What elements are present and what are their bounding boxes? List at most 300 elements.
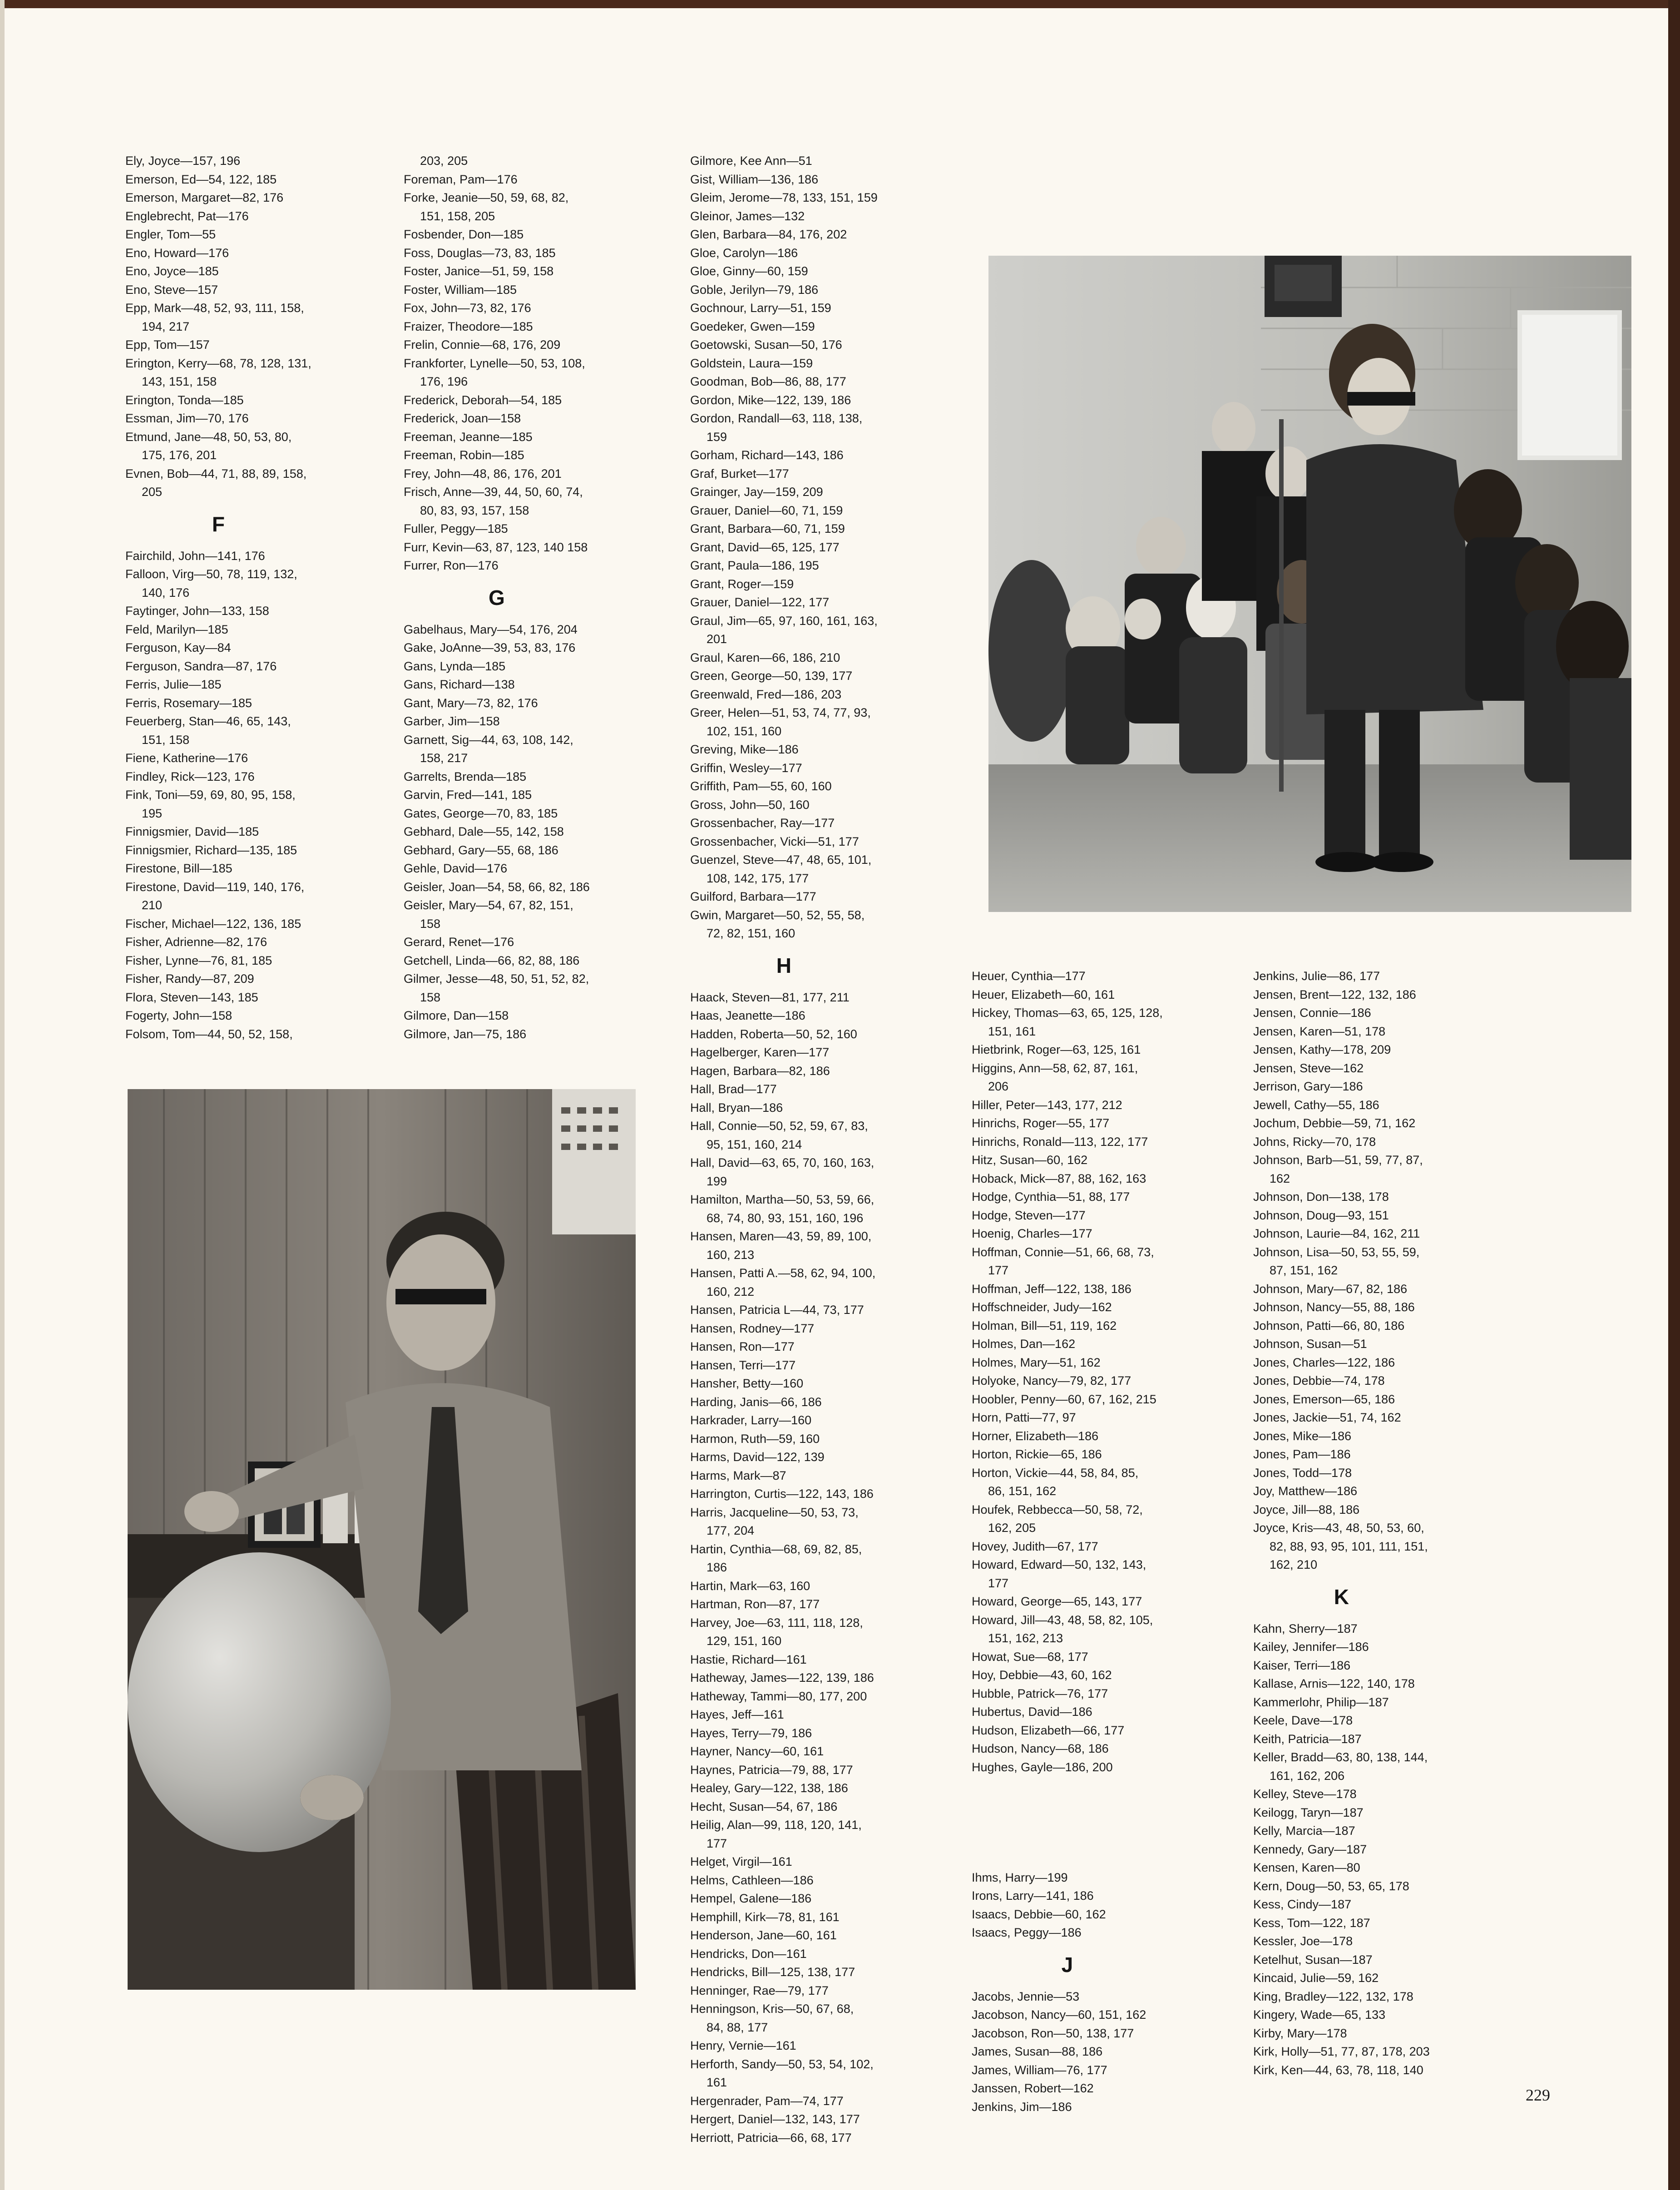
index-entry-continuation: 175, 176, 201 (142, 448, 217, 462)
index-entry: Gleim, Jerome—78, 133, 151, 159 (690, 191, 878, 204)
index-entry: King, Bradley—122, 132, 178 (1253, 1989, 1413, 2003)
index-entry-continuation: 201 (707, 632, 727, 646)
index-entry-continuation: 160, 212 (707, 1284, 755, 1298)
index-column-2 (404, 152, 590, 1043)
index-entry: Fox, John—73, 82, 176 (404, 301, 531, 315)
index-entry: Jones, Emerson—65, 186 (1253, 1392, 1395, 1406)
section-letter-heading: J (1061, 1952, 1073, 1977)
index-entry: Foss, Douglas—73, 83, 185 (404, 246, 556, 260)
index-entry: Ferris, Julie—185 (125, 678, 222, 691)
index-entry: Gross, John—50, 160 (690, 798, 810, 812)
index-entry: Foster, William—185 (404, 282, 517, 297)
index-entry-continuation: 177 (707, 1836, 727, 1850)
index-entry-continuation: 95, 151, 160, 214 (707, 1137, 802, 1151)
index-entry: Goble, Jerilyn—79, 186 (690, 282, 819, 297)
index-entry: Grant, Paula—186, 195 (690, 559, 819, 572)
section-letter-heading: F (212, 512, 225, 536)
index-spacer (972, 1795, 1163, 1813)
index-entry: Hendricks, Don—161 (690, 1947, 807, 1961)
index-entry: Houfek, Rebbecca—50, 58, 72, (972, 1502, 1143, 1516)
index-entry: Goodman, Bob—86, 88, 177 (690, 375, 846, 388)
index-entry: Eno, Howard—176 (125, 246, 229, 260)
index-entry: Fisher, Lynne—76, 81, 185 (125, 953, 272, 967)
index-entry: Kincaid, Julie—59, 162 (1253, 1971, 1379, 1985)
index-entry: Heuer, Elizabeth—60, 161 (972, 987, 1115, 1001)
index-entry: Gant, Mary—73, 82, 176 (404, 696, 538, 710)
index-entry: Firestone, David—119, 140, 176, (125, 880, 305, 894)
index-entry: Jones, Todd—178 (1253, 1466, 1352, 1480)
index-entry: Johnson, Patti—66, 80, 186 (1253, 1318, 1405, 1333)
index-entry: Finnigsmier, Richard—135, 185 (125, 843, 297, 857)
index-entry: Kirby, Mary—178 (1253, 2026, 1347, 2040)
index-entry-continuation: 86, 151, 162 (988, 1484, 1057, 1498)
index-entry: Fuller, Peggy—185 (404, 522, 508, 535)
index-entry: Hudson, Nancy—68, 186 (972, 1742, 1109, 1755)
index-entry-continuation: 72, 82, 151, 160 (707, 927, 796, 940)
index-entry: Isaacs, Peggy—186 (972, 1926, 1082, 1939)
index-entry: Horton, Rickie—65, 186 (972, 1447, 1102, 1461)
index-entry: Hansen, Ron—177 (690, 1340, 795, 1353)
index-entry: Jones, Debbie—74, 178 (1253, 1374, 1385, 1387)
index-entry-continuation: 82, 88, 93, 95, 101, 111, 151, (1270, 1539, 1428, 1553)
index-entry: Gake, JoAnne—39, 53, 83, 176 (404, 641, 576, 654)
index-entry-continuation: 151, 161 (988, 1024, 1036, 1038)
index-entry: Foreman, Pam—176 (404, 172, 518, 186)
index-entry: Jerrison, Gary—186 (1253, 1080, 1363, 1093)
index-entry: Johnson, Laurie—84, 162, 211 (1253, 1227, 1420, 1240)
index-spacer (972, 1813, 1163, 1832)
index-entry-continuation: 195 (142, 806, 163, 820)
index-entry: Frisch, Anne—39, 44, 50, 60, 74, (404, 485, 583, 499)
index-entry: Gleinor, James—132 (690, 209, 805, 223)
index-entry-continuation: 177 (988, 1263, 1009, 1277)
index-entry: Gerard, Renet—176 (404, 935, 514, 949)
index-entry: Freeman, Jeanne—185 (404, 430, 533, 444)
index-entry-continuation: 160, 213 (707, 1248, 755, 1262)
index-entry: Graul, Jim—65, 97, 160, 161, 163, (690, 614, 878, 628)
index-entry: Hatheway, James—122, 139, 186 (690, 1671, 874, 1685)
index-entry: Grainger, Jay—159, 209 (690, 485, 823, 499)
index-entry: Gans, Richard—138 (404, 678, 515, 691)
index-entry: Kirk, Ken—44, 63, 78, 118, 140 (1253, 2063, 1423, 2077)
index-entry: Keele, Dave—178 (1253, 1714, 1353, 1727)
index-entry: Hovey, Judith—67, 177 (972, 1539, 1098, 1553)
index-entry: Kelley, Steve—178 (1253, 1787, 1357, 1801)
index-entry: Feuerberg, Stan—46, 65, 143, (125, 714, 291, 728)
index-entry: Folsom, Tom—44, 50, 52, 158, (125, 1027, 293, 1041)
index-entry-continuation: 158 (420, 917, 441, 931)
index-entry: Hoenig, Charles—177 (972, 1227, 1092, 1240)
index-entry: Gabelhaus, Mary—54, 176, 204 (404, 622, 578, 636)
index-entry: Jones, Charles—122, 186 (1253, 1355, 1395, 1369)
index-entry: Gloe, Ginny—60, 159 (690, 264, 808, 278)
index-entry: Ferguson, Sandra—87, 176 (125, 659, 277, 673)
index-entry: Johns, Ricky—70, 178 (1253, 1135, 1376, 1149)
index-entry: Hastie, Richard—161 (690, 1652, 807, 1666)
index-entry: Graul, Karen—66, 186, 210 (690, 650, 840, 664)
index-entry: Haack, Steven—81, 177, 211 (690, 990, 850, 1004)
index-entry: Grauer, Daniel—122, 177 (690, 595, 830, 609)
index-entry: Holmes, Mary—51, 162 (972, 1355, 1101, 1369)
index-entry: Greer, Helen—51, 53, 74, 77, 93, (690, 706, 871, 719)
index-entry: Hall, David—63, 65, 70, 160, 163, (690, 1156, 875, 1169)
index-entry-continuation: 84, 88, 177 (707, 2020, 768, 2034)
index-entry: Grant, Roger—159 (690, 577, 794, 591)
index-entry: Hansen, Patricia L—44, 73, 177 (690, 1303, 864, 1317)
index-entry: Harrington, Curtis—122, 143, 186 (690, 1487, 874, 1501)
index-spacer (972, 1776, 1163, 1795)
index-entry: Faytinger, John—133, 158 (125, 604, 269, 618)
index-entry: Grossenbacher, Ray—177 (690, 816, 835, 830)
index-entry-continuation: 102, 151, 160 (707, 724, 782, 738)
index-entry: Jensen, Kathy—178, 209 (1253, 1043, 1391, 1056)
index-entry: Haas, Jeanette—186 (690, 1009, 805, 1022)
index-entry: Fisher, Adrienne—82, 176 (125, 935, 267, 949)
index-entry: Ihms, Harry—199 (972, 1870, 1068, 1884)
index-entry: Hecht, Susan—54, 67, 186 (690, 1799, 838, 1813)
index-entry: Gist, William—136, 186 (690, 172, 819, 186)
index-entry: Horn, Patti—77, 97 (972, 1411, 1076, 1424)
index-entry: Kess, Tom—122, 187 (1253, 1916, 1370, 1930)
index-entry-continuation: 177 (988, 1576, 1009, 1590)
index-entry: Herforth, Sandy—50, 53, 54, 102, (690, 2057, 874, 2071)
index-entry: Frankforter, Lynelle—50, 53, 108, (404, 356, 585, 370)
photo-meeting-speaker-image (988, 256, 1631, 912)
index-entry: Jensen, Karen—51, 178 (1253, 1024, 1386, 1038)
index-entry: Holman, Bill—51, 119, 162 (972, 1318, 1117, 1333)
index-entry: Fosbender, Don—185 (404, 228, 524, 241)
index-entry: Hansher, Betty—160 (690, 1377, 804, 1390)
index-entry-continuation: 194, 217 (142, 319, 190, 333)
index-spacer (972, 1850, 1163, 1868)
index-entry: Holmes, Dan—162 (972, 1337, 1076, 1351)
index-entry: Kess, Cindy—187 (1253, 1898, 1352, 1911)
index-entry: Hansen, Patti A.—58, 62, 94, 100, (690, 1266, 876, 1280)
index-entry: James, William—76, 177 (972, 2063, 1107, 2077)
index-entry: Gehle, David—176 (404, 862, 508, 875)
index-entry-continuation: 162 (1270, 1171, 1290, 1185)
index-entry: Findley, Rick—123, 176 (125, 769, 255, 783)
index-entry-continuation: 199 (707, 1174, 727, 1188)
index-entry: Holyoke, Nancy—79, 82, 177 (972, 1374, 1132, 1387)
index-entry: Keith, Patricia—187 (1253, 1732, 1362, 1746)
index-entry-continuation: 203, 205 (420, 154, 468, 168)
index-entry: Gebhard, Gary—55, 68, 186 (404, 843, 558, 857)
index-entry: Kailey, Jennifer—186 (1253, 1640, 1369, 1654)
index-entry: Hatheway, Tammi—80, 177, 200 (690, 1689, 867, 1703)
index-entry: Garvin, Fred—141, 185 (404, 788, 532, 802)
index-entry: Hall, Brad—177 (690, 1082, 777, 1096)
index-entry: Fisher, Randy—87, 209 (125, 972, 254, 986)
index-entry: Joyce, Jill—88, 186 (1253, 1502, 1360, 1516)
index-entry: Firestone, Bill—185 (125, 862, 232, 875)
index-entry-continuation: 68, 74, 80, 93, 151, 160, 196 (707, 1211, 864, 1225)
index-entry: Hagen, Barbara—82, 186 (690, 1064, 830, 1078)
index-entry: Getchell, Linda—66, 82, 88, 186 (404, 953, 580, 967)
index-entry: Jewell, Cathy—55, 186 (1253, 1098, 1379, 1112)
index-entry: Haynes, Patricia—79, 88, 177 (690, 1763, 853, 1777)
page-top-edge (0, 0, 1680, 8)
index-entry: Hayes, Terry—79, 186 (690, 1726, 812, 1740)
photo-teacher-with-balloon (128, 1089, 636, 1990)
index-entry: Greving, Mike—186 (690, 743, 799, 756)
index-entry: Fairchild, John—141, 176 (125, 549, 265, 563)
index-entry: Ferguson, Kay—84 (125, 641, 231, 654)
index-entry: Joy, Matthew—186 (1253, 1484, 1358, 1498)
index-entry: Kensen, Karen—80 (1253, 1861, 1360, 1874)
index-entry: Gilmer, Jesse—48, 50, 51, 52, 82, (404, 972, 589, 986)
index-entry-continuation: 108, 142, 175, 177 (707, 871, 809, 885)
index-entry: Gorham, Richard—143, 186 (690, 448, 844, 462)
page-left-edge (0, 0, 5, 2190)
index-entry: Englebrecht, Pat—176 (125, 209, 249, 223)
index-column-3 (690, 152, 878, 2147)
index-entry: Fink, Toni—59, 69, 80, 95, 158, (125, 788, 296, 802)
index-entry-continuation: 158 (420, 990, 441, 1004)
index-entry-continuation: 161 (707, 2076, 727, 2089)
index-entry: Ely, Joyce—157, 196 (125, 154, 241, 168)
index-entry: Green, George—50, 139, 177 (690, 669, 853, 683)
index-entry: Fogerty, John—158 (125, 1009, 232, 1022)
index-entry: Hartin, Mark—63, 160 (690, 1579, 810, 1593)
index-entry: Jones, Mike—186 (1253, 1429, 1352, 1443)
index-entry: Hadden, Roberta—50, 52, 160 (690, 1027, 857, 1041)
index-entry: Hickey, Thomas—63, 65, 125, 128, (972, 1006, 1163, 1020)
index-entry-continuation: 161, 162, 206 (1270, 1769, 1345, 1783)
index-entry: Epp, Tom—157 (125, 338, 210, 352)
index-column-4 (972, 967, 1163, 2116)
index-entry: Goetowski, Susan—50, 176 (690, 338, 842, 352)
index-entry: Ferris, Rosemary—185 (125, 696, 252, 710)
index-entry: Jensen, Brent—122, 132, 186 (1253, 987, 1416, 1001)
index-entry: Furrer, Ron—176 (404, 559, 499, 572)
photo-meeting-speaker (988, 256, 1631, 912)
index-entry: Garnett, Sig—44, 63, 108, 142, (404, 733, 573, 747)
index-entry: Fiene, Katherine—176 (125, 751, 248, 765)
index-entry: Irons, Larry—141, 186 (972, 1889, 1094, 1903)
index-entry: Ketelhut, Susan—187 (1253, 1952, 1373, 1967)
index-entry: Guenzel, Steve—47, 48, 65, 101, (690, 853, 872, 867)
index-entry: Grossenbacher, Vicki—51, 177 (690, 834, 859, 848)
index-entry: Erington, Kerry—68, 78, 128, 131, (125, 356, 311, 370)
index-entry: Gilmore, Kee Ann—51 (690, 154, 812, 168)
index-entry: Frederick, Deborah—54, 185 (404, 393, 562, 407)
index-entry-continuation: 151, 162, 213 (988, 1631, 1063, 1645)
index-entry: Hiller, Peter—143, 177, 212 (972, 1098, 1122, 1112)
index-entry: Harris, Jacqueline—50, 53, 73, (690, 1505, 859, 1519)
index-entry: Hoy, Debbie—43, 60, 162 (972, 1668, 1112, 1682)
index-entry-continuation: 140, 176 (142, 585, 190, 600)
section-letter-heading: H (776, 953, 791, 977)
index-entry: Garrelts, Brenda—185 (404, 769, 527, 783)
index-entry: Emerson, Margaret—82, 176 (125, 191, 284, 204)
index-entry: Hietbrink, Roger—63, 125, 161 (972, 1043, 1141, 1056)
index-entry-continuation: 186 (707, 1561, 727, 1574)
index-entry: Furr, Kevin—63, 87, 123, 140 158 (404, 540, 588, 554)
index-entry: Horton, Vickie—44, 58, 84, 85, (972, 1466, 1139, 1480)
index-entry: Finnigsmier, David—185 (125, 825, 259, 838)
index-entry: Essman, Jim—70, 176 (125, 411, 249, 425)
index-entry: Graf, Burket—177 (690, 466, 789, 481)
index-column-1 (125, 152, 311, 1043)
index-entry-continuation: 80, 83, 93, 157, 158 (420, 503, 529, 517)
index-entry: Grant, David—65, 125, 177 (690, 540, 840, 554)
index-entry: Henninger, Rae—79, 177 (690, 1983, 829, 1997)
index-entry: Hoffschneider, Judy—162 (972, 1300, 1112, 1314)
index-entry-continuation: 87, 151, 162 (1270, 1263, 1338, 1277)
index-entry-continuation: 129, 151, 160 (707, 1634, 782, 1648)
index-entry-continuation: 162, 205 (988, 1521, 1036, 1535)
index-entry: Johnson, Susan—51 (1253, 1337, 1367, 1351)
index-entry: Jenkins, Jim—186 (972, 2100, 1072, 2114)
index-entry: Hansen, Rodney—177 (690, 1321, 815, 1335)
index-entry: Keller, Bradd—63, 80, 138, 144, (1253, 1750, 1428, 1764)
index-entry: Frederick, Joan—158 (404, 411, 521, 425)
index-entry: Hinrichs, Roger—55, 177 (972, 1116, 1110, 1130)
index-entry: Keilogg, Taryn—187 (1253, 1805, 1364, 1819)
index-entry: Horner, Elizabeth—186 (972, 1429, 1099, 1443)
index-entry: Howard, Jill—43, 48, 58, 82, 105, (972, 1613, 1153, 1627)
index-entry: Goldstein, Laura—159 (690, 356, 813, 370)
index-entry-continuation: 210 (142, 898, 163, 912)
index-entry: Johnson, Mary—67, 82, 186 (1253, 1282, 1408, 1296)
index-entry: Hoffman, Jeff—122, 138, 186 (972, 1282, 1132, 1296)
index-entry: Griffith, Pam—55, 60, 160 (690, 779, 832, 793)
index-entry: Hansen, Maren—43, 59, 89, 100, (690, 1229, 872, 1243)
index-entry: Helget, Virgil—161 (690, 1855, 792, 1868)
index-entry: Kennedy, Gary—187 (1253, 1842, 1367, 1856)
index-entry: Jensen, Connie—186 (1253, 1006, 1371, 1020)
index-entry: Helms, Cathleen—186 (690, 1873, 814, 1887)
index-entry: Henderson, Jane—60, 161 (690, 1928, 837, 1942)
index-entry: Kirk, Holly—51, 77, 87, 178, 203 (1253, 2045, 1430, 2058)
index-entry-continuation: 151, 158 (142, 733, 190, 747)
section-letter-heading: K (1334, 1585, 1349, 1609)
index-entry: Engler, Tom—55 (125, 228, 216, 241)
index-entry: Higgins, Ann—58, 62, 87, 161, (972, 1061, 1138, 1075)
index-entry-continuation: 205 (142, 485, 163, 499)
index-entry: Jacobs, Jennie—53 (972, 1989, 1080, 2003)
index-entry: Jochum, Debbie—59, 71, 162 (1253, 1116, 1416, 1130)
index-entry: Gordon, Randall—63, 118, 138, (690, 411, 863, 425)
index-entry: Hendricks, Bill—125, 138, 177 (690, 1965, 855, 1979)
index-entry: Eno, Steve—157 (125, 282, 218, 297)
index-entry: Freeman, Robin—185 (404, 448, 524, 462)
index-entry: Harms, David—122, 139 (690, 1450, 825, 1464)
index-entry: Johnson, Don—138, 178 (1253, 1190, 1389, 1204)
index-entry: Erington, Tonda—185 (125, 393, 244, 407)
index-entry-continuation: 143, 151, 158 (142, 375, 217, 388)
index-entry: Kern, Doug—50, 53, 65, 178 (1253, 1879, 1409, 1893)
index-entry: Emerson, Ed—54, 122, 185 (125, 172, 277, 186)
index-entry: Janssen, Robert—162 (972, 2081, 1094, 2095)
index-entry: Griffin, Wesley—177 (690, 761, 802, 775)
index-entry: Hoffman, Connie—51, 66, 68, 73, (972, 1245, 1154, 1259)
index-entry: Jones, Pam—186 (1253, 1447, 1351, 1461)
index-entry: Isaacs, Debbie—60, 162 (972, 1907, 1106, 1921)
index-entry: Johnson, Lisa—50, 53, 55, 59, (1253, 1245, 1420, 1259)
index-column-5 (1253, 967, 1430, 2079)
index-entry: Hergert, Daniel—132, 143, 177 (690, 2112, 860, 2126)
index-entry: Jacobson, Nancy—60, 151, 162 (972, 2008, 1146, 2022)
index-entry: Kingery, Wade—65, 133 (1253, 2008, 1386, 2022)
index-entry-continuation: 206 (988, 1080, 1009, 1093)
section-letter-heading: G (489, 585, 505, 609)
index-entry: Goedeker, Gwen—159 (690, 319, 815, 333)
index-entry: Gochnour, Larry—51, 159 (690, 301, 831, 315)
index-entry: Harmon, Ruth—59, 160 (690, 1432, 820, 1446)
index-entry: Herriott, Patricia—66, 68, 177 (690, 2131, 852, 2145)
index-entry: Hergenrader, Pam—74, 177 (690, 2094, 844, 2108)
index-entry: Hall, Connie—50, 52, 59, 67, 83, (690, 1119, 868, 1133)
index-entry: Gebhard, Dale—55, 142, 158 (404, 825, 564, 838)
index-entry: Hayner, Nancy—60, 161 (690, 1744, 824, 1758)
index-entry: Gilmore, Jan—75, 186 (404, 1027, 527, 1041)
index-entry: Fischer, Michael—122, 136, 185 (125, 917, 301, 931)
index-entry: Joyce, Kris—43, 48, 50, 53, 60, (1253, 1521, 1424, 1535)
index-spacer (972, 1832, 1163, 1850)
index-entry: Gordon, Mike—122, 139, 186 (690, 393, 851, 407)
index-entry: Howat, Sue—68, 177 (972, 1650, 1088, 1664)
index-entry: Healey, Gary—122, 138, 186 (690, 1781, 848, 1795)
index-entry: Glen, Barbara—84, 176, 202 (690, 228, 847, 241)
index-entry: Heuer, Cynthia—177 (972, 969, 1086, 983)
index-entry: Kelly, Marcia—187 (1253, 1824, 1355, 1838)
index-entry: Henningson, Kris—50, 67, 68, (690, 2002, 854, 2016)
index-entry: Hayes, Jeff—161 (690, 1708, 784, 1721)
index-entry: Jacobson, Ron—50, 138, 177 (972, 2026, 1134, 2040)
index-entry: Johnson, Barb—51, 59, 77, 87, (1253, 1153, 1423, 1167)
index-entry: Jensen, Steve—162 (1253, 1061, 1364, 1075)
index-entry: Gwin, Margaret—50, 52, 55, 58, (690, 908, 865, 922)
index-entry: Harvey, Joe—63, 111, 118, 128, (690, 1615, 863, 1630)
index-entry: Harkrader, Larry—160 (690, 1413, 812, 1427)
index-entry: Geisler, Mary—54, 67, 82, 151, (404, 898, 573, 912)
index-entry: Kammerlohr, Philip—187 (1253, 1695, 1389, 1709)
index-entry: Kessler, Joe—178 (1253, 1934, 1353, 1948)
index-entry: Hinrichs, Ronald—113, 122, 177 (972, 1135, 1148, 1149)
index-entry: Forke, Jeanie—50, 59, 68, 82, (404, 191, 569, 204)
page-number: 229 (1526, 2086, 1550, 2104)
index-entry: Johnson, Doug—93, 151 (1253, 1208, 1389, 1222)
index-entry: Gates, George—70, 83, 185 (404, 806, 558, 820)
index-entry: Etmund, Jane—48, 50, 53, 80, (125, 430, 292, 444)
index-entry: Flora, Steven—143, 185 (125, 990, 258, 1004)
index-entry: Falloon, Virg—50, 78, 119, 132, (125, 567, 297, 581)
index-entry: Jenkins, Julie—86, 177 (1253, 969, 1380, 983)
index-entry: Hudson, Elizabeth—66, 177 (972, 1723, 1125, 1737)
index-entry: Kaiser, Terri—186 (1253, 1658, 1351, 1672)
index-entry: Foster, Janice—51, 59, 158 (404, 264, 554, 278)
index-entry: Hubertus, David—186 (972, 1705, 1092, 1719)
page-right-edge (1668, 0, 1680, 2190)
index-entry-continuation: 162, 210 (1270, 1558, 1318, 1571)
index-entry-continuation: 176, 196 (420, 375, 468, 388)
index-entry: Grant, Barbara—60, 71, 159 (690, 522, 845, 535)
index-entry: Hall, Bryan—186 (690, 1100, 783, 1115)
index-entry: Geisler, Joan—54, 58, 66, 82, 186 (404, 880, 590, 894)
index-entry: Hughes, Gayle—186, 200 (972, 1760, 1113, 1774)
index-entry: Howard, George—65, 143, 177 (972, 1595, 1142, 1608)
index-entry: Evnen, Bob—44, 71, 88, 89, 158, (125, 466, 307, 481)
index-entry: Hempel, Galene—186 (690, 1892, 812, 1905)
index-entry: Hagelberger, Karen—177 (690, 1045, 830, 1059)
index-entry: Harms, Mark—87 (690, 1468, 786, 1482)
index-entry: Grauer, Daniel—60, 71, 159 (690, 503, 843, 517)
photo-teacher-with-balloon-image (128, 1089, 636, 1990)
index-entry: Garber, Jim—158 (404, 714, 500, 728)
index-entry: Fraizer, Theodore—185 (404, 319, 533, 333)
